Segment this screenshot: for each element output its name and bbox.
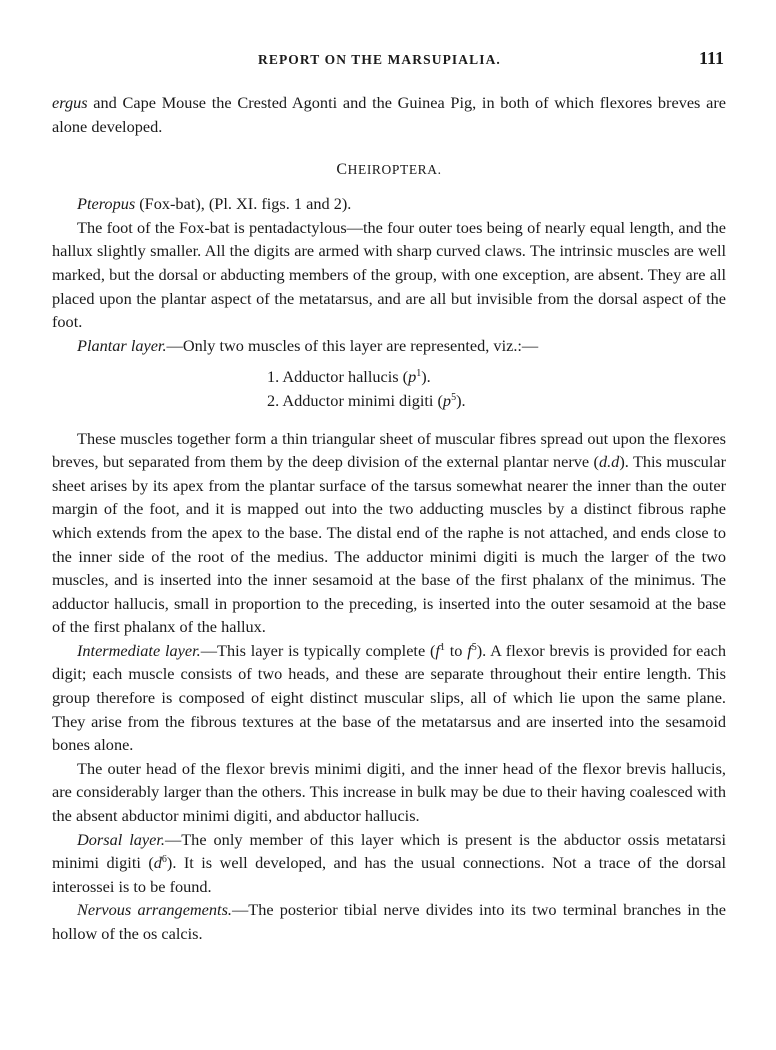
page-header [52, 48, 726, 72]
muscle-list [52, 365, 726, 412]
list-item [267, 365, 726, 389]
paragraph-muscle-sheet [52, 427, 726, 639]
paragraph-text: ). It is well developed, and has the usual connections. Not a trace of the dorsal interossei is to be found. [52, 853, 726, 896]
section-title-rest: HEIROPTERA. [347, 162, 442, 178]
paragraph-plantar-layer [52, 334, 726, 358]
running-head: REPORT ON THE MARSUPIALIA. [258, 52, 501, 67]
italic-genus: Pteropus [77, 194, 136, 214]
list-item-end: ). [421, 367, 431, 387]
page-number: 111 [698, 48, 724, 68]
paragraph-text: and Cape Mouse the Crested Agonti and the Guinea Pig, in both of which flexores breves are alone developed. [52, 93, 726, 136]
list-item-label: 2. Adductor minimi digiti ( [267, 390, 443, 410]
list-item-superscript: 1 [416, 368, 422, 380]
superscript: 6 [161, 854, 167, 866]
italic-symbol: f [435, 640, 440, 660]
list-item-superscript: 5 [451, 391, 457, 403]
italic-heading: Nervous arrangements. [77, 900, 232, 920]
italic-heading: Intermediate layer. [77, 640, 201, 660]
list-item-symbol: p [442, 390, 452, 410]
superscript: 1 [439, 641, 445, 653]
list-item-end: ). [456, 390, 466, 410]
list-item-label: 1. Adductor hallucis ( [267, 367, 409, 387]
paragraph-continued [52, 91, 726, 138]
italic-heading: Dorsal layer. [77, 829, 165, 849]
paragraph-text: to [444, 640, 468, 660]
paragraph-text: These muscles together form a thin triangular sheet of muscular fibres spread out upon the flexores breves, but separated from them by the deep division of the external plantar nerve ( [52, 428, 726, 472]
paragraph-text: —The only member of this layer which is present is the abductor ossis metatarsi minimi digiti ( [52, 829, 727, 873]
paragraph-nervous-arrangements [52, 898, 726, 945]
subject-heading [52, 192, 726, 216]
italic-abbrev: d.d [598, 452, 620, 472]
italic-heading: Plantar layer. [77, 335, 167, 355]
list-item-symbol: p [408, 367, 417, 387]
italic-symbol: f [467, 640, 472, 660]
paragraph-text: —The posterior tibial nerve divides into its two terminal branches in the hollow of the os calcis. [52, 900, 727, 943]
paragraph-text: ). This muscular sheet arises by its apex from the plantar surface of the tarsus somewhat nearer the inner than the outer margin of the foot, and it is mapped out into the two adducting muscles by a distinct fibrous raphe which extends from the apex to the base. The distal end of the raphe is not attached, and ends close to the inner side of the root of the medius. The adductor minimi digiti is much the larger of the two muscles, and is inserted into the inner sesamoid at the base of the first phalanx of the minimus. The adductor hallucis, small in proportion to the preceding, is inserted into the outer sesamoid at the base of the first phalanx of the hallux. [52, 452, 726, 637]
section-title [52, 160, 726, 180]
section-title-initial: C [336, 161, 348, 179]
paragraph-text: —This layer is typically complete ( [200, 640, 436, 660]
italic-symbol: d [153, 853, 162, 873]
subject-heading-text: (Fox-bat), (Pl. XI. figs. 1 and 2). [135, 194, 352, 214]
superscript: 5 [471, 641, 477, 653]
paragraph-text: —Only two muscles of this layer are represented, viz.:— [166, 335, 539, 355]
paragraph-intermediate-layer [52, 639, 726, 757]
paragraph-foot-description: The foot of the Fox-bat is pentadactylous—the four outer toes being of nearly equal length, and the hallux slightly smaller. All the digits are armed with sharp curved claws. The intrinsic muscles are well marked, but the dorsal or abducting members of the group, with one exception, are absent. They are all placed upon the plantar aspect of the metatarsus, and are all but invisible from the dorsal aspect of the foot. [52, 217, 726, 332]
paragraph-outer-head: The outer head of the flexor brevis minimi digiti, and the inner head of the flexor brevis hallucis, are considerably larger than the others. This increase in bulk may be due to their having coalesced with the absent abductor minimi digiti, and abductor hallucis. [52, 758, 726, 826]
list-item [267, 389, 726, 413]
paragraph-text: ). A flexor brevis is provided for each digit; each muscle consists of two heads, and these are separate throughout their entire length. This group therefore is composed of eight distinct muscular slips, all of which lie upon the same plane. They arise from the fibrous textures at the base of the metatarsus and are inserted into the sesamoid bones alone. [52, 640, 726, 755]
italic-genus: ergus [52, 93, 88, 112]
paragraph-dorsal-layer [52, 828, 726, 899]
page-body [52, 91, 726, 946]
